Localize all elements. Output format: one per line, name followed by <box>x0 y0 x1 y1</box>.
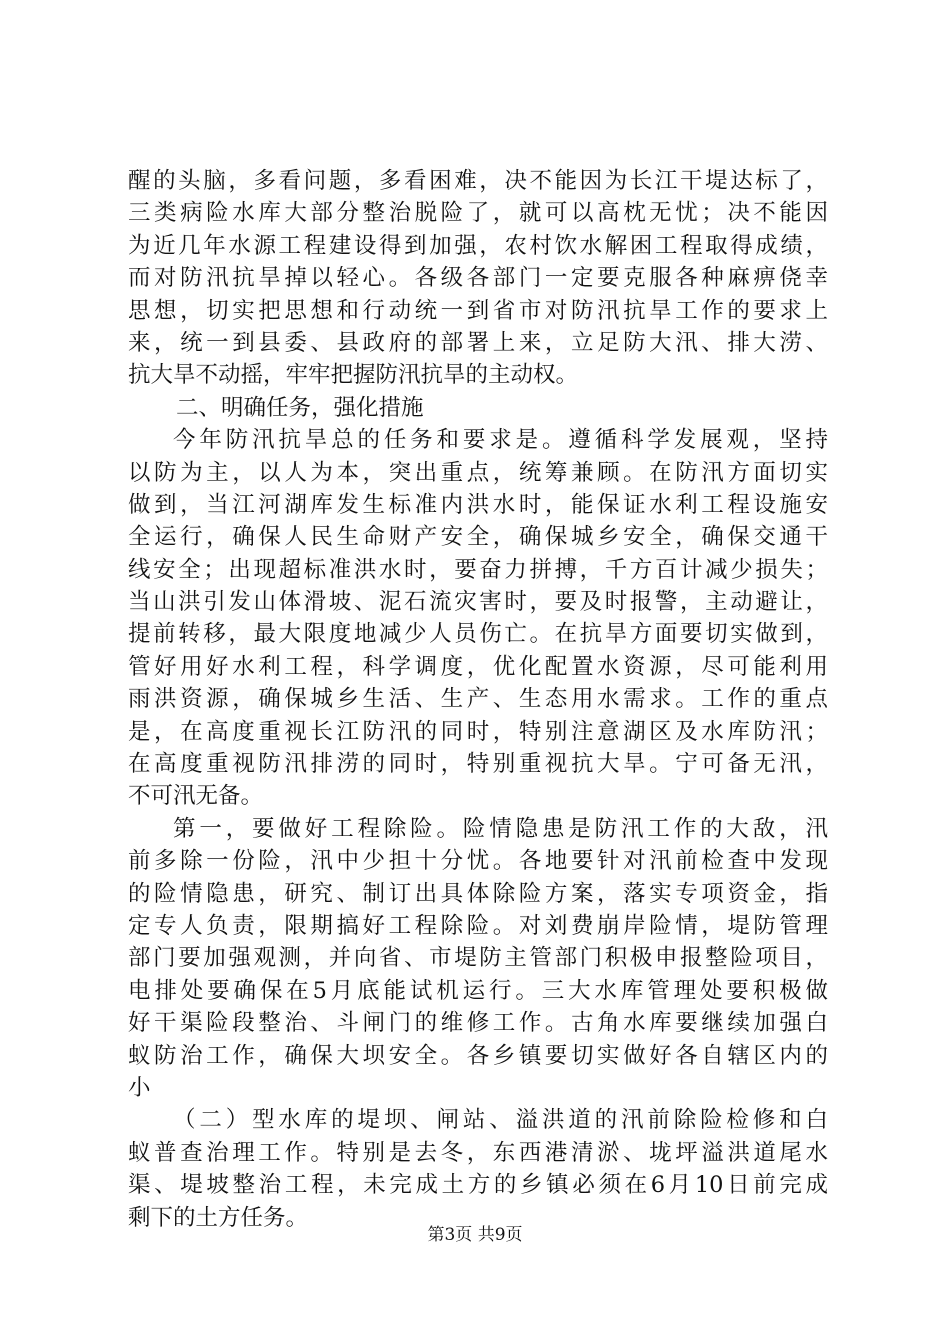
text-line: 而对防汛抗旱掉以轻心。各级各部门一定要克服各种麻痹侥幸 <box>128 265 828 292</box>
text-line: 三类病险水库大部分整治脱险了，就可以高枕无忧；决不能因 <box>128 200 828 227</box>
text-line: 当山洪引发山体滑坡、泥石流灾害时，要及时报警，主动避让， <box>128 589 828 616</box>
text-line: （二）型水库的堤坝、闸站、溢洪道的汛前除险检修和白 <box>173 1107 828 1134</box>
text-line: 以防为主，以人为本，突出重点，统筹兼顾。在防汛方面切实 <box>128 459 828 486</box>
text-line: 来，统一到县委、县政府的部署上来，立足防大汛、排大涝、 <box>128 329 828 356</box>
text-line: 定专人负责，限期搞好工程除险。对刘费崩岸险情，堤防管理 <box>128 912 828 939</box>
text-line: 剩下的土方任务。 <box>128 1204 309 1231</box>
text-line: 抗大旱不动摇，牢牢把握防汛抗旱的主动权。 <box>128 362 579 389</box>
text-line: 管好用好水利工程，科学调度，优化配置水资源，尽可能利用 <box>128 653 828 680</box>
text-line: 为近几年水源工程建设得到加强，农村饮水解困工程取得成绩， <box>128 232 828 259</box>
text-line: 电排处要确保在5月底能试机运行。三大水库管理处要积极做 <box>128 977 828 1004</box>
text-line: 思想，切实把思想和行动统一到省市对防汛抗旱工作的要求上 <box>128 297 828 324</box>
text-line: 好干渠险段整治、斗闸门的维修工作。古角水库要继续加强白 <box>128 1010 828 1037</box>
text-line: 第一，要做好工程除险。险情隐患是防汛工作的大敌，汛 <box>173 815 828 842</box>
text-line: 蚁防治工作，确保大坝安全。各乡镇要切实做好各自辖区内的 <box>128 1042 828 1069</box>
text-line: 部门要加强观测，并向省、市堤防主管部门积极申报整险项目， <box>128 945 828 972</box>
text-line: 全运行，确保人民生命财产安全，确保城乡安全，确保交通干 <box>128 524 828 551</box>
text-line: 在高度重视防汛排涝的同时，特别重视抗大旱。宁可备无汛， <box>128 751 828 778</box>
text-line: 不可汛无备。 <box>128 783 264 810</box>
text-line: 小 <box>128 1074 151 1101</box>
text-line: 做到，当江河湖库发生标准内洪水时，能保证水利工程设施安 <box>128 491 828 518</box>
text-line: 醒的头脑，多看问题，多看困难，决不能因为长江干堤达标了， <box>128 168 828 194</box>
text-line: 前多除一份险，汛中少担十分忧。各地要针对汛前检查中发现 <box>128 848 828 875</box>
text-line: 蚁普查治理工作。特别是去冬，东西港清淤、垅坪溢洪道尾水 <box>128 1139 828 1166</box>
text-line: 渠、堤坡整治工程，未完成土方的乡镇必须在6月10日前完成 <box>128 1172 828 1199</box>
document-body <box>128 165 828 1234</box>
text-line: 今年防汛抗旱总的任务和要求是。遵循科学发展观，坚持 <box>173 427 828 454</box>
page-footer: 第3页 共9页 <box>427 1225 523 1245</box>
text-line: 的险情隐患，研究、制订出具体除险方案，落实专项资金，指 <box>128 880 828 907</box>
text-line: 线安全；出现超标准洪水时，要奋力拼搏，千方百计减少损失； <box>128 556 828 583</box>
section-heading: 二、明确任务，强化措施 <box>176 394 424 421</box>
text-line: 提前转移，最大限度地减少人员伤亡。在抗旱方面要切实做到， <box>128 621 828 648</box>
text-line: 是，在高度重视长江防汛的同时，特别注意湖区及水库防汛； <box>128 718 828 745</box>
text-line: 雨洪资源，确保城乡生活、生产、生态用水需求。工作的重点 <box>128 686 828 713</box>
